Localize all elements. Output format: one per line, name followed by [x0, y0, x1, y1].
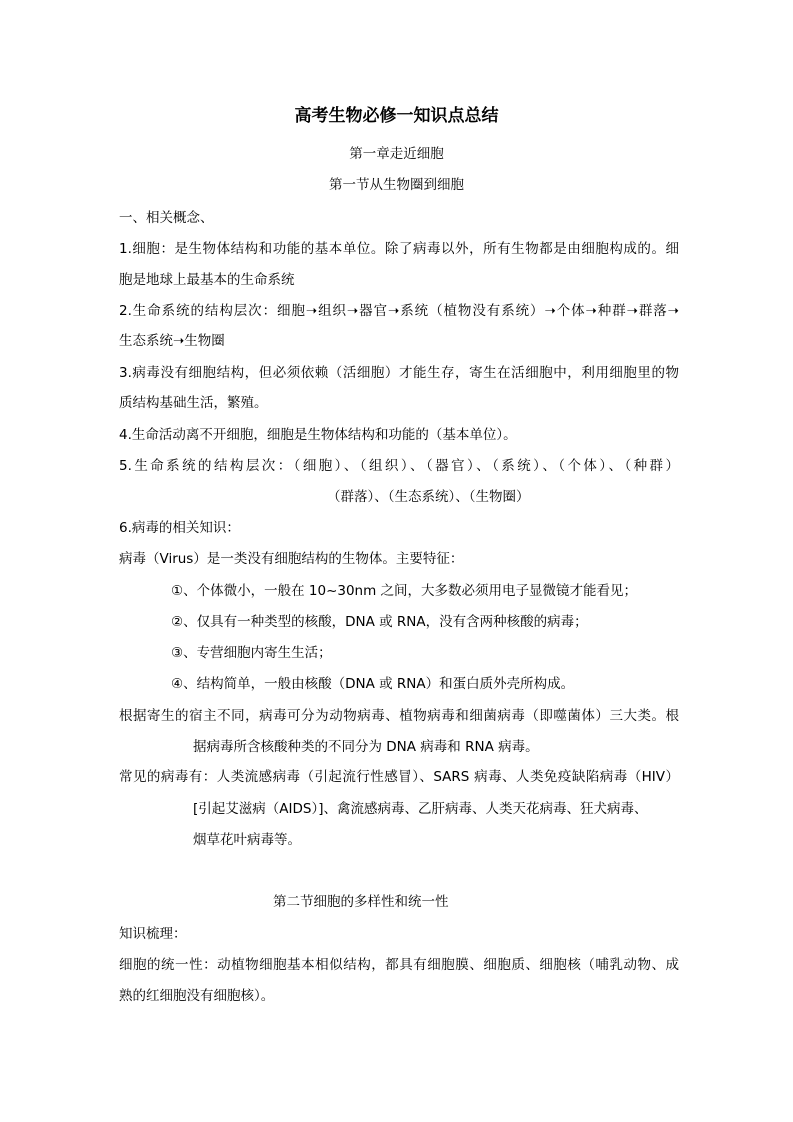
item2-line1: 2.生命系统的结构层次：细胞➝组织➝器官➝系统（植物没有系统）➝个体➝种群➝群落➝	[119, 303, 679, 319]
concepts-heading: 一、相关概念、	[119, 210, 214, 226]
chapter-heading: 第一章走近细胞	[349, 146, 444, 162]
virus-intro: 病毒（Virus）是一类没有细胞结构的生物体。主要特征：	[119, 551, 464, 567]
document-title: 高考生物必修一知识点总结	[294, 106, 499, 126]
virus-feature-4: ④、结构简单，一般由核酸（DNA 或 RNA）和蛋白质外壳所构成。	[171, 676, 575, 692]
virus-feature-2: ②、仅具有一种类型的核酸，DNA 或 RNA，没有含两种核酸的病毒；	[171, 614, 588, 630]
item6: 6.病毒的相关知识：	[119, 520, 240, 536]
item1-line1: 1.细胞：是生物体结构和功能的基本单位。除了病毒以外，所有生物都是由细胞构成的。细	[119, 241, 679, 257]
item5-line2: （群落）、（生态系统）、（生物圈）	[327, 489, 530, 505]
virus-feature-3: ③、专营细胞内寄生生活；	[171, 645, 332, 661]
unity-line1: 细胞的统一性：动植物细胞基本相似结构，都具有细胞膜、细胞质、细胞核（哺乳动物、成	[119, 957, 679, 973]
common-virus-line3: 烟草花叶病毒等。	[193, 832, 301, 848]
virus-feature-1: ①、个体微小，一般在 10~30nm 之间，大多数必须用电子显微镜才能看见；	[171, 583, 638, 599]
knowledge-heading: 知识梳理：	[119, 926, 187, 942]
common-virus-line2: [引起艾滋病（AIDS）]、禽流感病毒、乙肝病毒、人类天花病毒、狂犬病毒、	[193, 801, 648, 817]
item1-line2: 胞是地球上最基本的生命系统	[119, 272, 295, 288]
common-virus-line1: 常见的病毒有：人类流感病毒（引起流行性感冒）、SARS 病毒、人类免疫缺陷病毒（HIV）	[119, 769, 679, 785]
unity-line2: 熟的红细胞没有细胞核）。	[119, 988, 275, 1004]
section-heading-2: 第二节细胞的多样性和统一性	[273, 894, 449, 910]
item5-line1: 5.生命系统的结构层次：（细胞）、（组织）、（器官）、（系统）、（个体）、（种群）	[119, 458, 679, 474]
item2-line2: 生态系统➝生物圈	[119, 333, 225, 349]
classification-line2: 据病毒所含核酸种类的不同分为 DNA 病毒和 RNA 病毒。	[193, 739, 539, 755]
item4: 4.生命活动离不开细胞，细胞是生物体结构和功能的（基本单位）。	[119, 427, 517, 443]
classification-line1: 根据寄生的宿主不同，病毒可分为动物病毒、植物病毒和细菌病毒（即噬菌体）三大类。根	[119, 708, 679, 724]
item3-line2: 质结构基础生活，繁殖。	[119, 395, 268, 411]
section-heading-1: 第一节从生物圈到细胞	[329, 177, 464, 193]
item3-line1: 3.病毒没有细胞结构，但必须依赖（活细胞）才能生存，寄生在活细胞中，利用细胞里的物	[119, 365, 679, 381]
